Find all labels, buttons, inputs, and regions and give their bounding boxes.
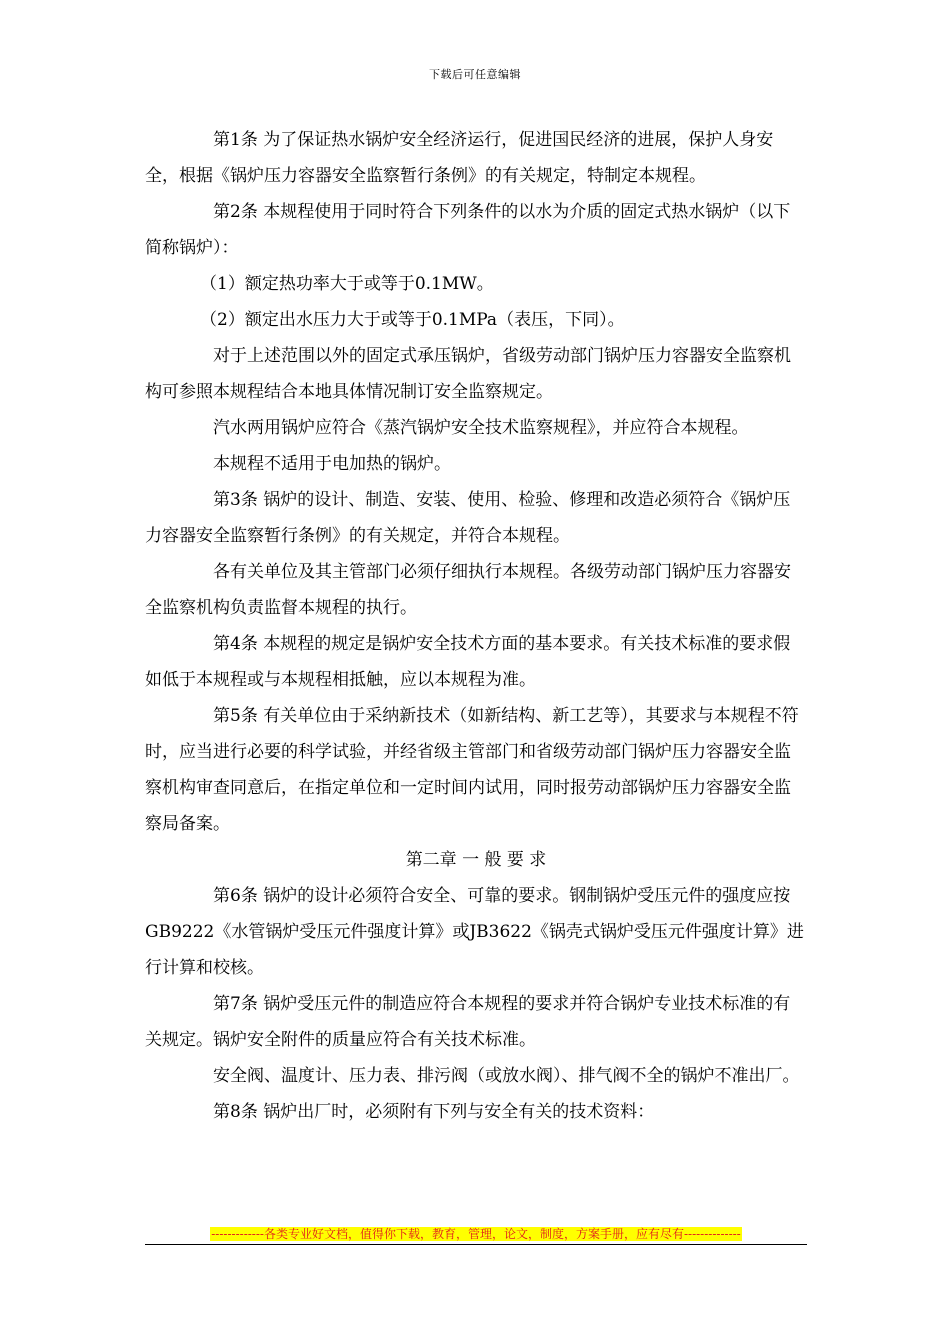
paragraph-dual-purpose: 汽水两用锅炉应符合《蒸汽锅炉安全技术监察规程》，并应符合本规程。 [213, 418, 749, 438]
page-header: 下载后可任意编辑 [429, 68, 521, 81]
paragraph-article-7: 第7条 锅炉受压元件的制造应符合本规程的要求并符合锅炉专业技术标准的有关规定。锅炉安全附件的质量应符合有关技术标准。 [145, 994, 791, 1050]
paragraph-article-3: 第3条 锅炉的设计、制造、安装、使用、检验、修理和改造必须符合《锅炉压力容器安全监察暂行条例》的有关规定，并符合本规程。 [145, 490, 791, 546]
paragraph-article-5: 第5条 有关单位由于采纳新技术（如新结构、新工艺等），其要求与本规程不符时，应当进行必要的科学试验，并经省级主管部门和省级劳动部门锅炉压力容器安全监察机构审查同意后，在指定单位和一定时间内试用，同时报劳动部锅炉压力容器安全监察局备案。 [145, 706, 799, 834]
chapter-heading: 第二章 一 般 要 求 [405, 850, 547, 870]
paragraph-enforcement: 各有关单位及其主管部门必须仔细执行本规程。各级劳动部门锅炉压力容器安全监察机构负责监督本规程的执行。 [145, 562, 791, 618]
footer-banner [145, 1226, 807, 1242]
list-item-condition-1: （1）额定热功率大于或等于0.1MW。 [200, 274, 494, 294]
paragraph-article-2: 第2条 本规程使用于同时符合下列条件的以水为介质的固定式热水锅炉（以下简称锅炉）： [145, 202, 791, 258]
paragraph-article-6: 第6条 锅炉的设计必须符合安全、可靠的要求。钢制锅炉受压元件的强度应按GB9222《水管锅炉受压元件强度计算》或JB3622《锅壳式锅炉受压元件强度计算》进行计算和校核。 [145, 886, 804, 978]
paragraph-safety-accessories: 安全阀、温度计、压力表、排污阀（或放水阀）、排气阀不全的锅炉不准出厂。 [213, 1066, 800, 1086]
paragraph-electric-exclusion: 本规程不适用于电加热的锅炉。 [213, 454, 451, 474]
paragraph-article-8: 第8条 锅炉出厂时，必须附有下列与安全有关的技术资料： [213, 1102, 655, 1122]
paragraph-scope-other: 对于上述范围以外的固定式承压锅炉，省级劳动部门锅炉压力容器安全监察机构可参照本规程结合本地具体情况制订安全监察规定。 [145, 346, 791, 402]
paragraph-article-1: 第1条 为了保证热水锅炉安全经济运行，促进国民经济的进展，保护人身安全，根据《锅炉压力容器安全监察暂行条例》的有关规定，特制定本规程。 [145, 130, 774, 186]
footer-divider [145, 1244, 807, 1245]
footer-banner-text: -------------各类专业好文档，值得你下载，教育，管理，论文，制度，方案手册，应有尽有-------------- [211, 1227, 741, 1241]
paragraph-article-4: 第4条 本规程的规定是锅炉安全技术方面的基本要求。有关技术标准的要求假如低于本规程或与本规程相抵触，应以本规程为准。 [145, 634, 791, 690]
list-item-condition-2: （2）额定出水压力大于或等于0.1MPa（表压，下同）。 [200, 310, 625, 330]
document-body [145, 122, 807, 1130]
